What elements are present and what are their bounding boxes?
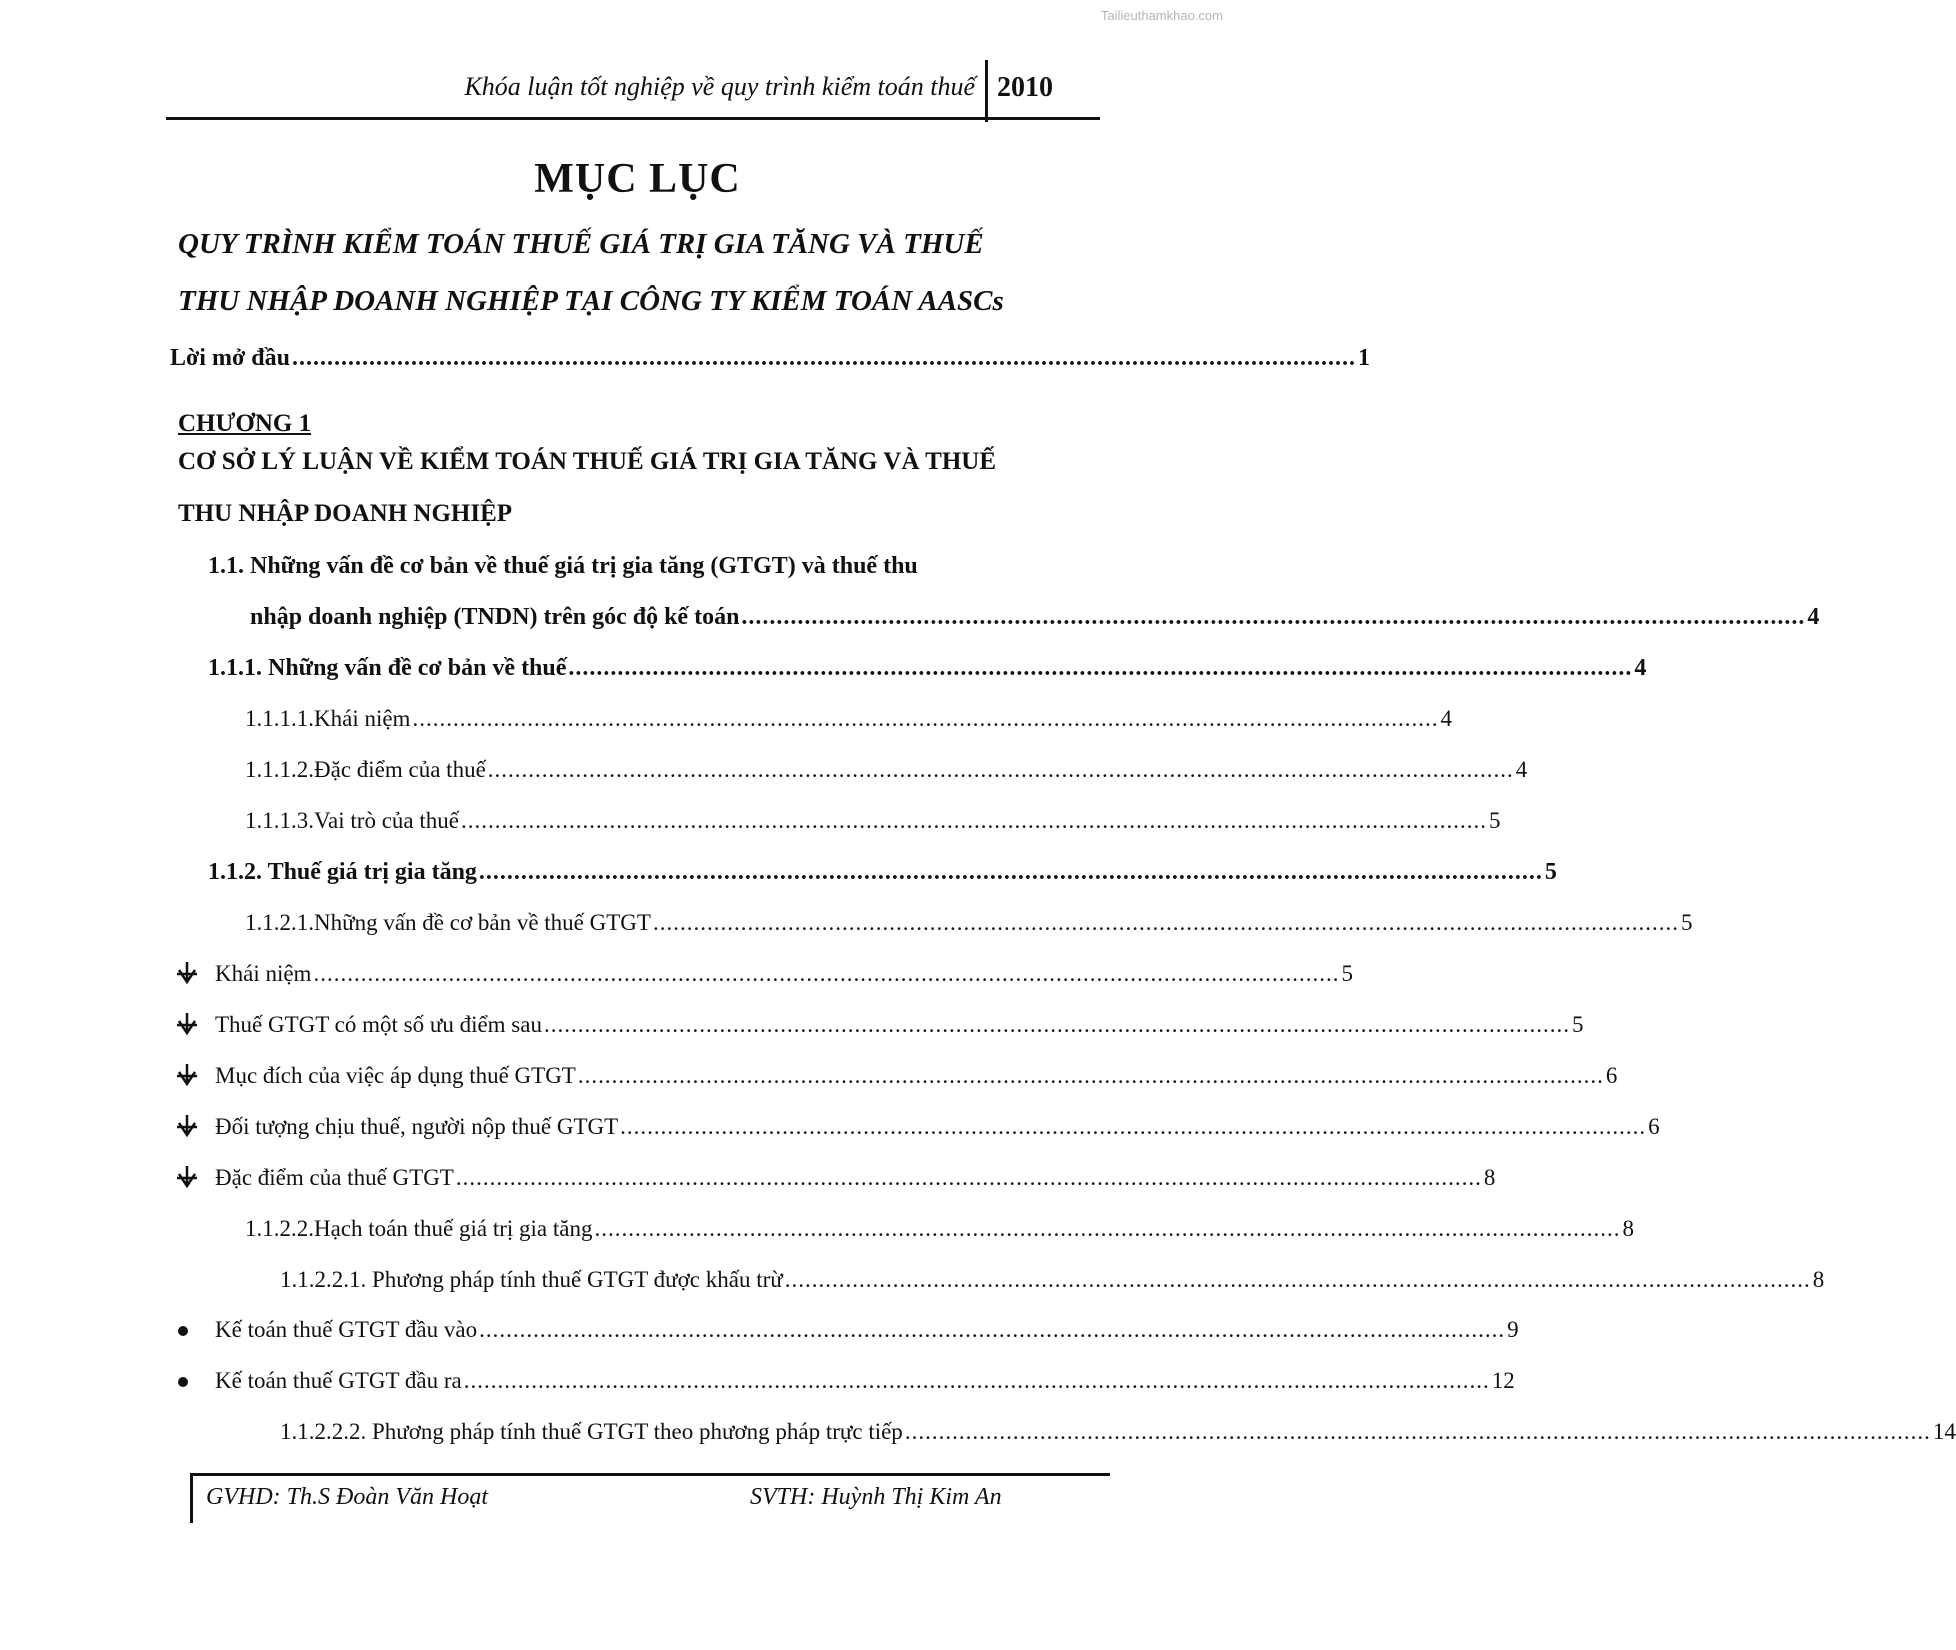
toc-label: Kế toán thuế GTGT đầu ra <box>215 1368 462 1393</box>
toc-page: 5 <box>1571 1012 1584 1037</box>
arrow-down-bullet-icon <box>176 960 198 986</box>
arrow-down-bullet-icon <box>176 1113 198 1139</box>
toc-leader: ........................................................................................................................................................ <box>463 1368 1490 1393</box>
chapter-title-line-1: CƠ SỞ LÝ LUẬN VỀ KIỂM TOÁN THUẾ GIÁ TRỊ GIA TĂNG VÀ THUẾ <box>178 448 997 475</box>
toc-page: 4 <box>1634 655 1647 681</box>
header-year: 2010 <box>997 72 1053 103</box>
footer-supervisor: GVHD: Th.S Đoàn Văn Hoạt <box>206 1484 488 1510</box>
toc-leader: ........................................................................................................................................................ <box>487 757 1514 782</box>
toc-leader: ........................................................................................................................................................ <box>577 1063 1604 1088</box>
toc-page: 6 <box>1605 1063 1618 1088</box>
toc-entry-1-1-1-3[interactable] <box>245 808 1501 834</box>
chapter-label: CHƯƠNG 1 <box>178 410 312 437</box>
toc-leader: ........................................................................................................................................................ <box>291 345 1356 371</box>
header-title: Khóa luận tốt nghiệp về quy trình kiểm toán thuế <box>464 72 975 101</box>
toc-leader: ........................................................................................................................................................ <box>543 1012 1570 1037</box>
toc-page: 5 <box>1488 808 1501 833</box>
toc-entry-1-1-2-2-1[interactable] <box>280 1267 1825 1293</box>
toc-entry-intro[interactable] <box>170 345 1370 372</box>
toc-page: 12 <box>1491 1368 1515 1393</box>
toc-page: 6 <box>1648 1114 1660 1139</box>
bullet-dot-icon <box>178 1326 188 1336</box>
toc-label: 1.1.2.2.2. Phương pháp tính thuế GTGT theo phương pháp trực tiếp <box>280 1419 903 1444</box>
toc-leader: ........................................................................................................................................................ <box>479 1317 1506 1342</box>
toc-label: nhập doanh nghiệp (TNDN) trên góc độ kế toán <box>250 604 740 630</box>
toc-label: 1.1.1. Những vấn đề cơ bản về thuế <box>208 655 567 681</box>
footer-bar <box>190 1473 193 1523</box>
toc-entry-1-1-1-2[interactable] <box>245 757 1528 783</box>
toc-entry-1-1-1[interactable] <box>208 655 1647 682</box>
toc-page: 4 <box>1515 757 1528 782</box>
toc-label: 1.1.1.3.Vai trò của thuế <box>245 808 459 833</box>
header-rule <box>166 117 1100 120</box>
watermark: Tailieuthamkhao.com <box>1100 8 1223 23</box>
toc-page: 8 <box>1812 1267 1825 1292</box>
toc-leader: ........................................................................................................................................................ <box>412 706 1439 731</box>
subtitle-line-1: QUY TRÌNH KIỂM TOÁN THUẾ GIÁ TRỊ GIA TĂNG VÀ THUẾ <box>178 228 984 260</box>
footer-rule <box>190 1473 1110 1476</box>
toc-leader: ........................................................................................................................................................ <box>784 1267 1811 1292</box>
toc-entry-doi-tuong[interactable] <box>215 1114 1660 1140</box>
toc-leader: ........................................................................................................................................................ <box>313 961 1340 986</box>
toc-leader: ........................................................................................................................................................ <box>904 1419 1931 1444</box>
subtitle-line-2: THU NHẬP DOANH NGHIỆP TẠI CÔNG TY KIỂM TOÁN AASCs <box>178 285 1004 317</box>
section-1-1-line-1: 1.1. Những vấn đề cơ bản về thuế giá trị gia tăng (GTGT) và thuế thu <box>208 553 918 579</box>
toc-label: 1.1.2.1.Những vấn đề cơ bản về thuế GTGT <box>245 910 651 935</box>
toc-leader: ........................................................................................................................................................ <box>455 1165 1482 1190</box>
toc-page: 4 <box>1807 604 1820 630</box>
toc-label: 1.1.2.2.Hạch toán thuế giá trị gia tăng <box>245 1216 593 1241</box>
toc-page: 9 <box>1507 1317 1519 1342</box>
bullet-dot-icon <box>178 1377 188 1387</box>
toc-label: 1.1.1.1.Khái niệm <box>245 706 411 731</box>
toc-label: Kế toán thuế GTGT đầu vào <box>215 1317 478 1342</box>
toc-entry-section-1-1[interactable] <box>250 604 1820 631</box>
chapter-title-line-2: THU NHẬP DOANH NGHIỆP <box>178 500 513 527</box>
toc-leader: ........................................................................................................................................................ <box>568 655 1633 681</box>
toc-label: 1.1.1.2.Đặc điểm của thuế <box>245 757 486 782</box>
toc-page: 14 <box>1932 1419 1956 1444</box>
toc-entry-dac-diem-gtgt[interactable] <box>215 1165 1496 1191</box>
toc-entry-1-1-2-2-2[interactable] <box>280 1419 1956 1445</box>
toc-entry-1-1-1-1[interactable] <box>245 706 1452 732</box>
footer-student: SVTH: Huỳnh Thị Kim An <box>750 1484 1002 1510</box>
toc-entry-gtgt-dau-ra[interactable] <box>215 1368 1515 1394</box>
toc-leader: ........................................................................................................................................................ <box>460 808 1487 833</box>
toc-leader: ........................................................................................................................................................ <box>478 859 1543 885</box>
toc-page: 5 <box>1680 910 1693 935</box>
toc-entry-uu-diem[interactable] <box>215 1012 1584 1038</box>
toc-leader: ........................................................................................................................................................ <box>620 1114 1647 1139</box>
toc-entry-gtgt-dau-vao[interactable] <box>215 1317 1519 1343</box>
arrow-down-bullet-icon <box>176 1062 198 1088</box>
toc-label: 1.1.2.2.1. Phương pháp tính thuế GTGT được khấu trừ <box>280 1267 783 1292</box>
header-separator <box>985 60 988 122</box>
toc-page: 5 <box>1544 859 1557 885</box>
page-title: MỤC LỤC <box>534 156 741 202</box>
toc-leader: ........................................................................................................................................................ <box>652 910 1679 935</box>
toc-page: 8 <box>1483 1165 1496 1190</box>
toc-label: 1.1.2. Thuế giá trị gia tăng <box>208 859 477 885</box>
toc-leader: ........................................................................................................................................................ <box>594 1216 1621 1241</box>
toc-label: Mục đích của việc áp dụng thuế GTGT <box>215 1063 576 1088</box>
toc-label: Đặc điểm của thuế GTGT <box>215 1165 454 1190</box>
toc-label: Khái niệm <box>215 961 312 986</box>
toc-page: 4 <box>1440 706 1452 731</box>
toc-label: Lời mở đầu <box>170 345 290 371</box>
toc-entry-khai-niem[interactable] <box>215 961 1353 987</box>
arrow-down-bullet-icon <box>176 1011 198 1037</box>
toc-page: 1 <box>1357 345 1370 371</box>
arrow-down-bullet-icon <box>176 1164 198 1190</box>
toc-page: 8 <box>1622 1216 1634 1241</box>
toc-entry-1-1-2[interactable] <box>208 859 1557 886</box>
toc-entry-muc-dich[interactable] <box>215 1063 1618 1089</box>
toc-page: 5 <box>1341 961 1353 986</box>
toc-leader: ........................................................................................................................................................ <box>741 604 1806 630</box>
toc-entry-1-1-2-2[interactable] <box>245 1216 1634 1242</box>
toc-entry-1-1-2-1[interactable] <box>245 910 1693 936</box>
toc-label: Đối tượng chịu thuế, người nộp thuế GTGT <box>215 1114 619 1139</box>
toc-label: Thuế GTGT có một số ưu điểm sau <box>215 1012 542 1037</box>
